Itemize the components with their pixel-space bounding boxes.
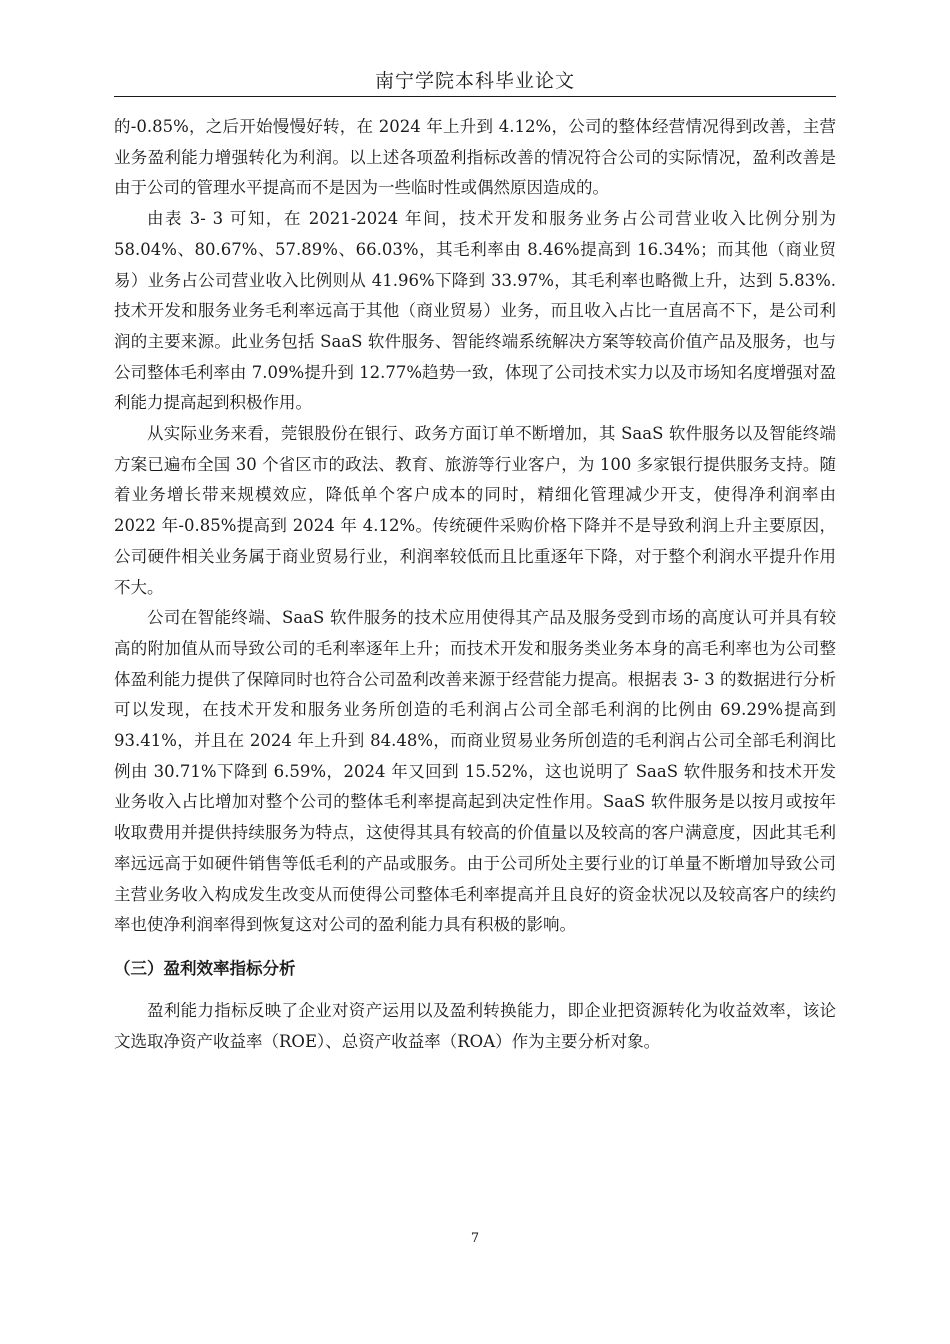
body-paragraph-1: 的-0.85%，之后开始慢慢好转，在 2024 年上升到 4.12%，公司的整体经营情况得到改善，主营业务盈利能力增强转化为利润。以上述各项盈利指标改善的情况符合公司的实际情况，盈利改善是由于公司的管理水平提高而不是因为一些临时性或偶然原因造成的。 (114, 117, 836, 198)
section-heading: （三）盈利效率指标分析 (114, 958, 296, 978)
body-paragraph-3: 从实际业务来看，莞银股份在银行、政务方面订单不断增加，其 SaaS 软件服务以及智能终端方案已遍布全国 30 个省区市的政法、教育、旅游等行业客户，为 100 多家银行提供服务支持。随着业务增长带来规模效应，降低单个客户成本的同时，精细化管理减少开支，使得净利润率由 2022 年-0.85%提高到 2024 年 4.12%。传统硬件采购价格下降并不是导致利润上升主要原因，公司硬件相关业务属于商业贸易行业，利润率较低而且比重逐年下降，对于整个利润水平提升作用不大。 (114, 424, 836, 597)
header-divider (114, 96, 836, 97)
page-number: 7 (470, 1231, 480, 1246)
page-body (114, 112, 836, 1057)
body-paragraph-2: 由表 3- 3 可知，在 2021-2024 年间，技术开发和服务业务占公司营业收入比例分别为 58.04%、80.67%、57.89%、66.03%，其毛利率由 8.46%提高到 16.34%；而其他（商业贸易）业务占公司营业收入比例则从 41.96%下降到 33.97%，其毛利率也略微上升，达到 5.83%.技术开发和服务业务毛利率远高于其他（商业贸易）业务，而且收入占比一直居高不下，是公司利润的主要来源。此业务包括 SaaS 软件服务、智能终端系统解决方案等较高价值产品及服务，也与公司整体毛利率由 7.09%提升到 12.77%趋势一致，体现了公司技术实力以及市场知名度增强对盈利能力提高起到积极作用。 (114, 209, 836, 413)
body-paragraph-5: 盈利能力指标反映了企业对资产运用以及盈利转换能力，即企业把资源转化为收益效率，该论文选取净资产收益率（ROE）、总资产收益率（ROA）作为主要分析对象。 (114, 1000, 836, 1051)
body-paragraph-4: 公司在智能终端、SaaS 软件服务的技术应用使得其产品及服务受到市场的高度认可并具有较高的附加值从而导致公司的毛利率逐年上升；而技术开发和服务类业务本身的高毛利率也为公司整体盈利能力提供了保障同时也符合公司盈利改善来源于经营能力提高。根据表 3- 3 的数据进行分析可以发现，在技术开发和服务业务所创造的毛利润占公司全部毛利润的比例由 69.29%提高到 93.41%，并且在 2024 年上升到 84.48%，而商业贸易业务所创造的毛利润占公司全部毛利润比例由 30.71%下降到 6.59%，2024 年又回到 15.52%，这也说明了 SaaS 软件服务和技术开发业务收入占比增加对整个公司的整体毛利率提高起到决定性作用。SaaS 软件服务是以按月或按年收取费用并提供持续服务为特点，这使得其具有较高的价值量以及较高的客户满意度，因此其毛利率远远高于如硬件销售等低毛利的产品或服务。由于公司所处主要行业的订单量不断增加导致公司主营业务收入构成发生改变从而使得公司整体毛利率提高并且良好的资金状况以及较高客户的续约率也使净利润率得到恢复这对公司的盈利能力具有积极的影响。 (114, 608, 836, 935)
page-header-title: 南宁学院本科毕业论文 (374, 70, 575, 92)
